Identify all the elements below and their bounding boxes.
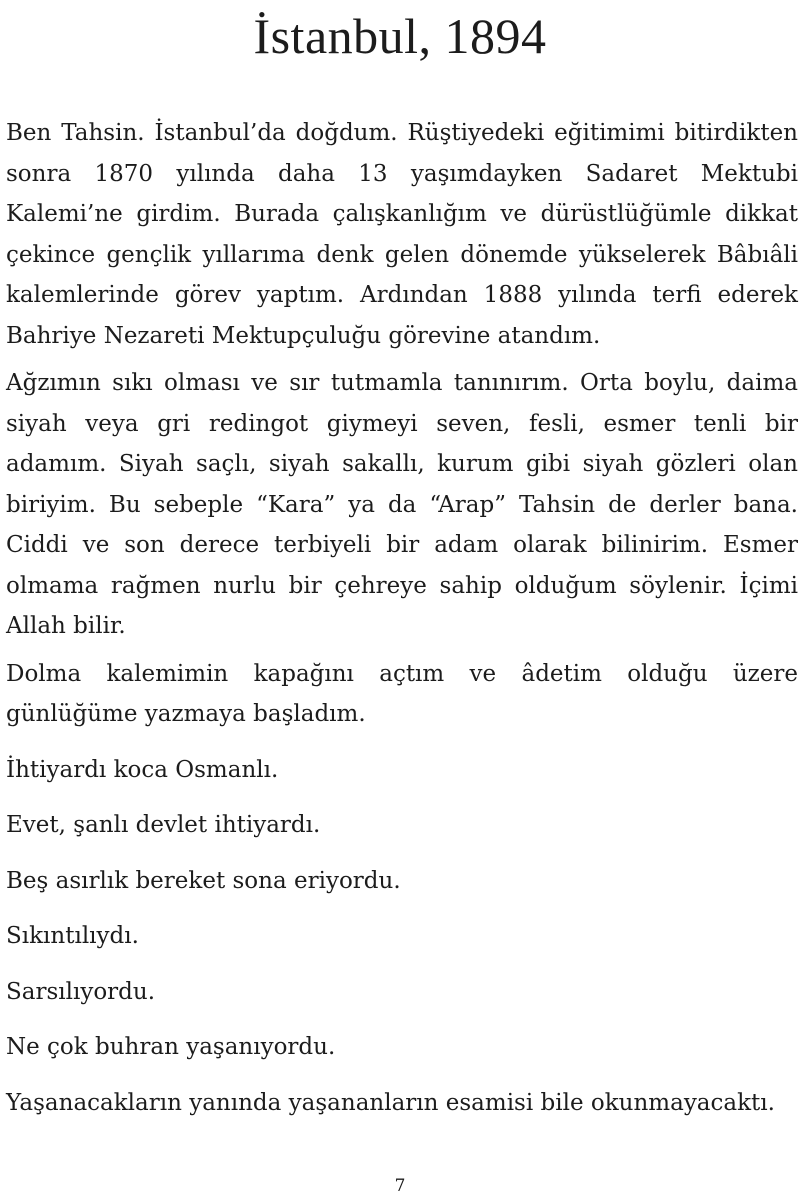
paragraph-line: Beş asırlık bereket sona eriyordu. [6, 867, 401, 894]
paragraph-diary: Dolma kalemimin kapağını açtım ve âdetim olduğu üzere günlüğüme yazmaya başladım. [6, 660, 798, 727]
paragraph-line: İhtiyardı koca Osmanlı. [6, 756, 279, 783]
paragraph-line: Ne çok buhran yaşanıyordu. [6, 1034, 336, 1060]
paragraph-line: Sıkıntılıydı. [6, 923, 139, 949]
body-text [6, 113, 798, 1138]
paragraph-line: Evet, şanlı devlet ihtiyardı. [6, 812, 321, 838]
paragraph-intro: Ben Tahsin. İstanbul’da doğdum. Rüştiyedeki eğitimimi bitirdikten sonra 1870 yılında daha 13 yaşımdayken Sadaret Mektubi Kalemi’ne girdim. Burada çalışkanlığım ve dürüstlüğümle dikkat çekince gençlik yıllarıma denk gelen dönemde yükselerek Bâbıâli kalemlerinde görev yaptım. Ardından 1888 yılında terfi ederek Bahriye Nezareti Mektupçuluğu görevine atandım. [6, 120, 798, 349]
page-number: 7 [394, 1176, 406, 1196]
paragraph-description: Ağzımın sıkı olması ve sır tutmamla tanınırım. Orta boylu, daima siyah veya gri redingot giymeyi seven, fesli, esmer tenli bir adamım. Siyah saçlı, siyah sakallı, kurum gibi siyah gözleri olan biriyim. Bu sebeple “Kara” ya da “Arap” Tahsin de derler bana. Ciddi ve son derece terbiyeli bir adam olarak bilinirim. Esmer olmama rağmen nurlu bir çehreye sahip olduğum söylenir. İçimi Allah bilir. [6, 370, 798, 639]
paragraph-line: Sarsılıyordu. [6, 978, 156, 1005]
chapter-title: İstanbul, 1894 [253, 8, 547, 64]
paragraph-line: Yaşanacakların yanında yaşananların esamisi bile okunmayacaktı. [6, 1089, 775, 1116]
